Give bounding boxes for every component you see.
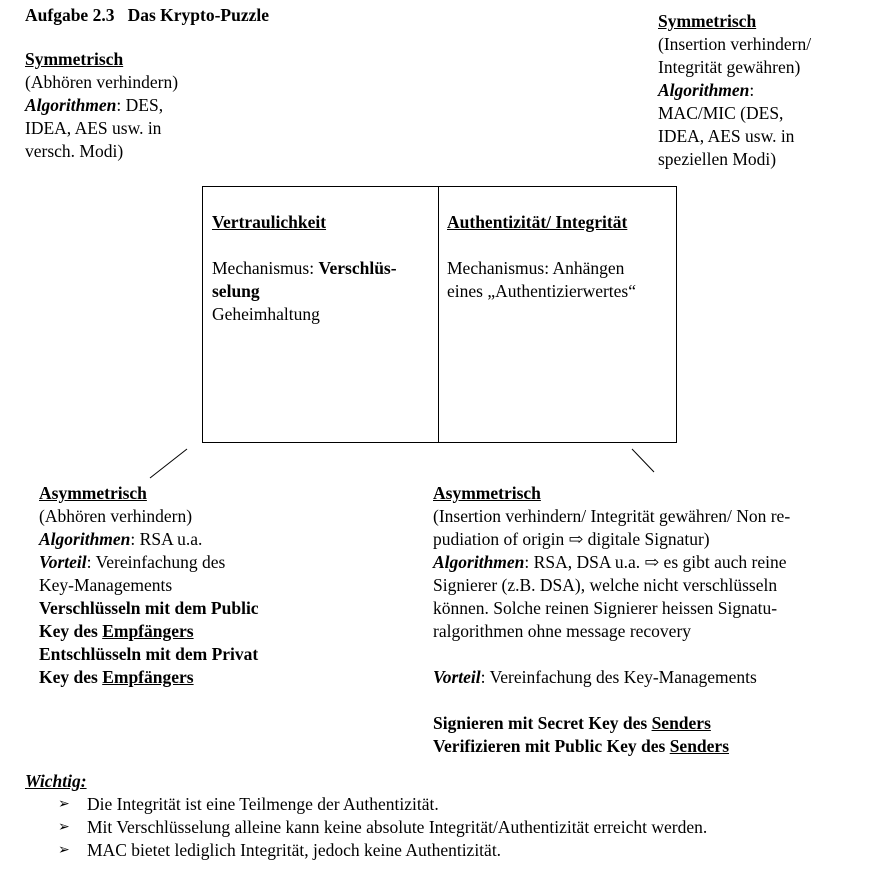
arrow-bullet-icon: ➢ — [58, 820, 70, 835]
algorithms-line — [39, 528, 259, 551]
text-line: Signierer (z.B. DSA), welche nicht verschlüsseln — [433, 575, 778, 595]
text-line: IDEA, AES usw. in — [25, 118, 162, 138]
text-fragment: Verifizieren mit Public Key des — [433, 736, 670, 756]
important-section — [25, 770, 707, 862]
asymmetric-heading: Asymmetrisch — [39, 483, 147, 503]
important-list — [58, 793, 707, 862]
list-item-text: Die Integrität ist eine Teilmenge der Authentizität. — [87, 794, 439, 814]
text-line: (Insertion verhindern/ — [658, 34, 812, 54]
algorithms-line — [433, 551, 790, 574]
text-line: MAC/MIC (DES, — [658, 103, 784, 123]
asymmetric-integrity-note — [433, 482, 790, 758]
text-fragment: : DES, — [116, 95, 164, 115]
text-fragment: Key des — [39, 621, 103, 641]
text-line: (Abhören verhindern) — [39, 506, 193, 526]
arrow-bullet-icon: ➢ — [58, 843, 70, 858]
recipient-emphasis: Empfängers — [102, 621, 194, 641]
recipient-emphasis: Empfängers — [102, 667, 194, 687]
text-fragment: Key des — [39, 667, 103, 687]
text-line: Geheimhaltung — [212, 304, 320, 324]
text-fragment: : Vereinfachung des — [86, 552, 226, 572]
algorithms-label: Algorithmen — [25, 95, 117, 115]
text-fragment: : Vereinfachung des Key-Managements — [480, 667, 757, 687]
encrypt-rule: Verschlüsseln mit dem Public — [39, 598, 259, 618]
confidentiality-heading: Vertraulichkeit — [212, 212, 327, 232]
asymmetric-confidentiality-note — [39, 482, 259, 689]
symmetric-heading: Symmetrisch — [25, 49, 124, 69]
advantage-label: Vorteil — [39, 552, 87, 572]
list-item — [58, 793, 707, 816]
text-line: selung — [212, 281, 260, 301]
text-line: versch. Modi) — [25, 141, 124, 161]
spacer — [433, 643, 790, 666]
mechanism-encryption: Verschlüs- — [318, 258, 397, 278]
text-fragment: Mechanismus: — [212, 258, 319, 278]
algorithms-label: Algorithmen — [658, 80, 750, 100]
important-heading: Wichtig: — [25, 771, 87, 791]
sign-rule — [433, 712, 790, 735]
advantage-line — [39, 551, 259, 574]
decrypt-rule-cont — [39, 666, 259, 689]
text-line: IDEA, AES usw. in — [658, 126, 795, 146]
text-fragment: Signieren mit Secret Key des — [433, 713, 652, 733]
text-line: Mechanismus: Anhängen — [447, 258, 625, 278]
text-fragment: : RSA u.a. — [130, 529, 203, 549]
list-item-text: MAC bietet lediglich Integrität, jedoch keine Authentizität. — [87, 840, 502, 860]
advantage-line — [433, 666, 790, 689]
authenticity-heading: Authentizität/ Integrität — [447, 212, 628, 232]
list-item — [58, 816, 707, 839]
task-number: Aufgabe 2.3 — [25, 5, 115, 25]
text-line: speziellen Modi) — [658, 149, 777, 169]
sender-emphasis: Senders — [669, 736, 730, 756]
advantage-label: Vorteil — [433, 667, 481, 687]
text-fragment: : — [749, 80, 755, 100]
text-line: pudiation of origin ⇨ digitale Signatur) — [433, 529, 710, 549]
sender-emphasis: Senders — [651, 713, 711, 733]
symmetric-heading: Symmetrisch — [658, 11, 757, 31]
connector-right — [632, 449, 654, 472]
text-line: (Abhören verhindern) — [25, 72, 179, 92]
decrypt-rule: Entschlüsseln mit dem Privat — [39, 644, 259, 664]
task-title: Das Krypto-Puzzle — [127, 5, 270, 25]
text-fragment: : RSA, DSA u.a. ⇨ es gibt auch reine — [524, 552, 787, 572]
text-line: Integrität gewähren) — [658, 57, 801, 77]
algorithms-label: Algorithmen — [39, 529, 131, 549]
list-item — [58, 839, 707, 862]
text-line: eines „Authentizierwertes“ — [447, 281, 637, 301]
arrow-bullet-icon: ➢ — [58, 797, 70, 812]
algorithms-label: Algorithmen — [433, 552, 525, 572]
connector-left — [150, 449, 187, 478]
text-line: ralgorithmen ohne message recovery — [433, 621, 692, 641]
text-line: Key-Managements — [39, 575, 173, 595]
verify-rule — [433, 735, 790, 758]
asymmetric-heading: Asymmetrisch — [433, 483, 541, 503]
text-line: (Insertion verhindern/ Integrität gewähren/ Non re- — [433, 506, 791, 526]
list-item-text: Mit Verschlüsselung alleine kann keine absolute Integrität/Authentizität erreicht werden. — [87, 817, 708, 837]
text-line: können. Solche reinen Signierer heissen Signatu- — [433, 598, 778, 618]
spacer — [433, 689, 790, 712]
encrypt-rule-cont — [39, 620, 259, 643]
